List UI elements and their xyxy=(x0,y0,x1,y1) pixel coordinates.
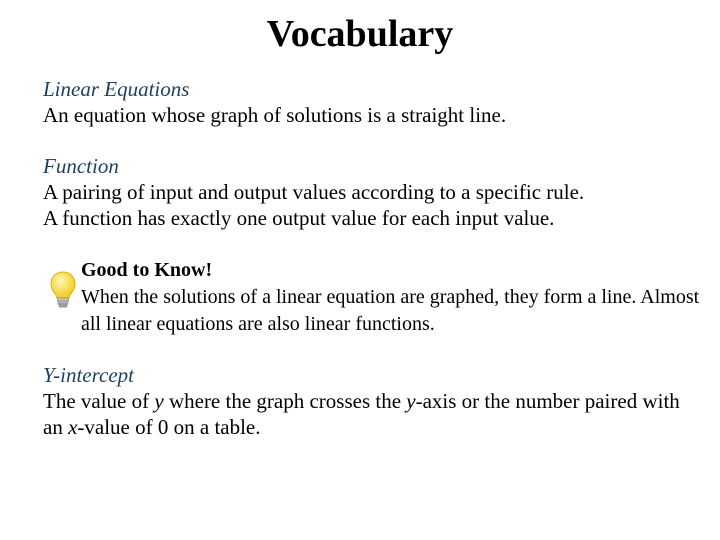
definition-text: The value of xyxy=(43,389,155,413)
term-name: Linear Equations xyxy=(43,77,190,101)
term-name: Function xyxy=(43,154,119,178)
term-y-intercept xyxy=(43,362,693,440)
definition-text: where the graph crosses the xyxy=(163,389,407,413)
variable-y: y xyxy=(154,389,164,413)
tip-body: When the solutions of a linear equation are graphed, they form a line. Almost all linear equations are also linear functions. xyxy=(81,286,700,335)
variable-x: x xyxy=(68,415,78,439)
slide-title: Vocabulary xyxy=(266,13,454,55)
tip-heading: Good to Know! xyxy=(81,259,213,281)
variable-y: y xyxy=(406,389,416,413)
term-name: Y-intercept xyxy=(43,363,134,387)
term-definition: An equation whose graph of solutions is a straight line. xyxy=(43,103,507,127)
term-function xyxy=(43,153,693,231)
term-linear-equations xyxy=(43,76,693,128)
definition-text: -value of 0 on a table. xyxy=(77,415,261,439)
tip-text xyxy=(81,256,701,338)
lightbulb-icon xyxy=(48,270,78,310)
term-definition xyxy=(43,388,693,440)
term-definition: A pairing of input and output values according to a specific rule. A function has exactly one output value for each input value. xyxy=(43,180,585,230)
definition-text: -axis or the number paired with an xyxy=(43,389,680,439)
